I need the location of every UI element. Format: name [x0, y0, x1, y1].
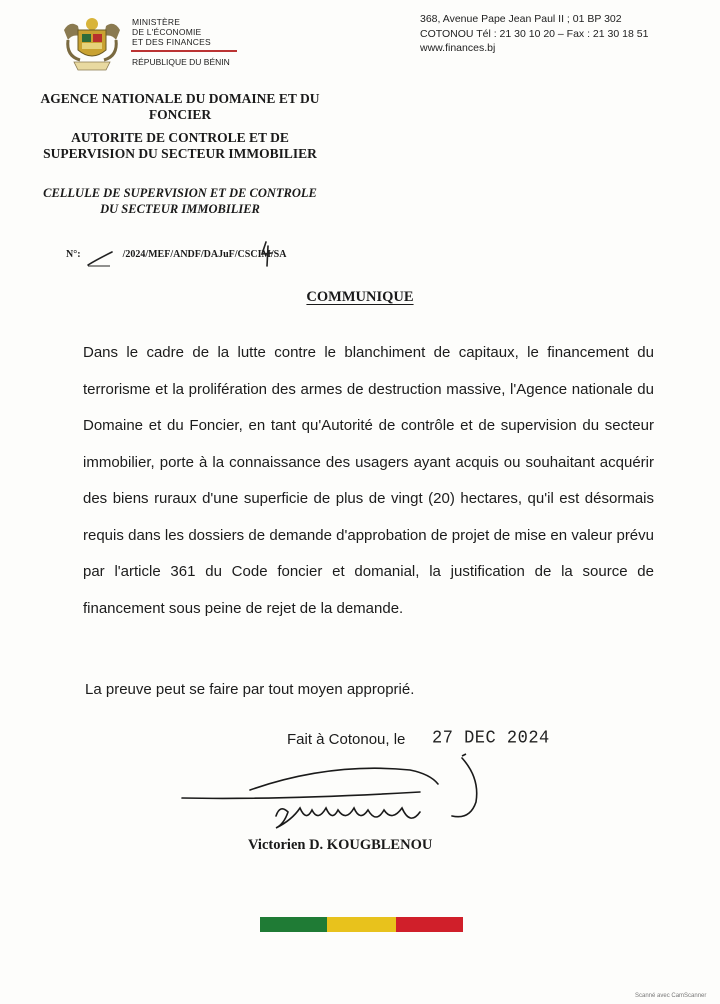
date-stamp: 27 DEC 2024: [432, 728, 550, 749]
flag-band-yellow: [327, 917, 396, 932]
authority-name: AUTORITE DE CONTROLE ET DE SUPERVISION DU SECTEUR IMMOBILIER: [43, 130, 317, 161]
flag-band-green: [260, 917, 327, 932]
place-of-signing: Fait à Cotonou, le: [287, 731, 406, 748]
ministry-line-2: DE L'ÉCONOMIE: [132, 27, 202, 37]
ministry-divider: [131, 50, 237, 52]
signer-name: Victorien D. KOUGBLENOU: [248, 837, 433, 853]
document-title: [0, 289, 720, 306]
reference-prefix: N°:: [66, 249, 81, 260]
coat-of-arms-icon: [60, 16, 124, 74]
handwritten-digit-mark: [256, 240, 276, 268]
agency-name: AGENCE NATIONALE DU DOMAINE ET DU FONCIER: [40, 91, 320, 122]
signature: [180, 750, 500, 840]
handwritten-number-mark: [86, 250, 114, 268]
contact-address: 368, Avenue Pape Jean Paul II ; 01 BP 302: [420, 13, 622, 25]
reference-code: /2024/MEF/ANDF/DAJuF/CSCIM/SA: [122, 249, 287, 260]
contact-block: [420, 12, 648, 56]
ministry-name: [132, 17, 211, 47]
flag-band-red: [396, 917, 463, 932]
document-title-text: COMMUNIQUE: [306, 289, 414, 305]
ministry-line-1: MINISTÈRE: [132, 17, 181, 27]
communique-body: Dans le cadre de la lutte contre le blanchiment de capitaux, le financement du terrorisme et la prolifération des armes de destruction massive, l'Agence nationale du Domaine et du Foncier, en tant qu'Autorité de contrôle et de supervision du secteur immobilier, porte à la connaissance des usagers ayant acquis ou souhaitant acquérir des biens ruraux d'une superficie de plus de vingt (20) hectares, qu'il est désormais requis dans les dossiers de demande d'approbation de projet de mise en valeur prévu par l'article 361 du Code foncier et domanial, la justification de la source de financement sous peine de rejet de la demande.: [83, 344, 654, 617]
republic-name: RÉPUBLIQUE DU BÉNIN: [132, 57, 230, 67]
contact-website: www.finances.bj: [420, 42, 496, 54]
ministry-line-3: ET DES FINANCES: [132, 37, 211, 47]
cell-name: CELLULE DE SUPERVISION ET DE CONTROLE DU SECTEUR IMMOBILIER: [43, 186, 317, 216]
scanner-watermark: Scanné avec CamScanner: [635, 993, 707, 999]
contact-phone-fax: COTONOU Tél : 21 30 10 20 – Fax : 21 30 18 51: [420, 27, 649, 40]
proof-sentence: La preuve peut se faire par tout moyen approprié.: [85, 681, 415, 698]
